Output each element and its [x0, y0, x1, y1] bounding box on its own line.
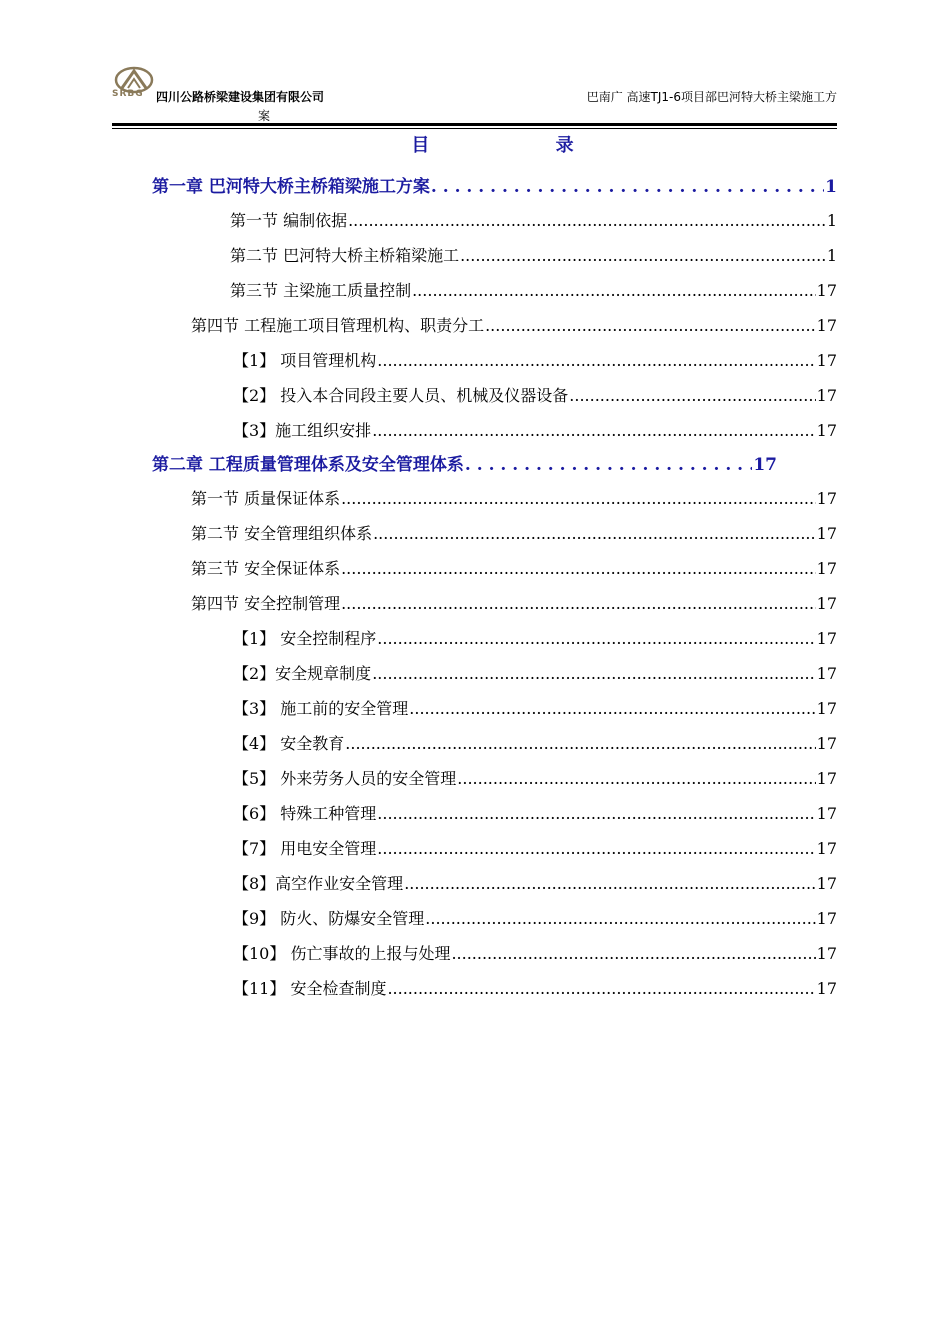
company-name: 四川公路桥梁建设集团有限公司 — [156, 90, 325, 104]
toc-entry-item[interactable]: 【2】 投入本合同段主要人员、机械及仪器设备 ..... 17 — [233, 384, 837, 406]
toc-entry-chapter[interactable]: 第一章 巴河特大桥主桥箱梁施工方案 . . . 1 — [152, 175, 837, 197]
toc-entry-item[interactable]: 【11】 安全检查制度 ..... 17 — [233, 977, 837, 999]
toc-entry-item[interactable]: 【4】 安全教育 ..... 17 — [233, 732, 837, 754]
toc-entry-item[interactable]: 【8】高空作业安全管理 ..... 17 — [233, 872, 837, 894]
toc-entry-item[interactable]: 【7】 用电安全管理 ..... 17 — [233, 837, 837, 859]
toc-entry-section[interactable]: 第四节 安全控制管理 ..... 17 — [191, 592, 837, 614]
toc-entry-section[interactable]: 第二节 巴河特大桥主桥箱梁施工 ..... 1 — [230, 244, 837, 266]
header-rule-thick — [112, 123, 837, 126]
toc-entry-section[interactable]: 第三节 主梁施工质量控制 ..... 17 — [230, 279, 837, 301]
document-title-continued: 案 — [258, 109, 271, 123]
document-title: 巴南广 高速TJ1-6项目部巴河特大桥主梁施工方 — [586, 90, 837, 104]
toc-entry-item[interactable]: 【3】施工组织安排 ..... 17 — [233, 419, 837, 441]
header-rule-thin — [112, 128, 837, 129]
toc-entry-item[interactable]: 【9】 防火、防爆安全管理 ..... 17 — [233, 907, 837, 929]
toc-entry-item[interactable]: 【10】 伤亡事故的上报与处理 ..... 17 — [233, 942, 837, 964]
toc-entry-chapter[interactable]: 第二章 工程质量管理体系及安全管理体系 . . . 17 — [152, 453, 777, 475]
toc-entry-section[interactable]: 第一节 编制依据 ..... 1 — [230, 209, 837, 231]
toc-entry-section[interactable]: 第二节 安全管理组织体系 ..... 17 — [191, 522, 837, 544]
toc-entry-item[interactable]: 【6】 特殊工种管理 ..... 17 — [233, 802, 837, 824]
toc-entry-item[interactable]: 【3】 施工前的安全管理 ..... 17 — [233, 697, 837, 719]
logo-text: SRBG — [112, 89, 144, 99]
toc-entry-item[interactable]: 【2】安全规章制度 ..... 17 — [233, 662, 837, 684]
toc-entry-section[interactable]: 第一节 质量保证体系 ..... 17 — [191, 487, 837, 509]
toc-entry-section[interactable]: 第四节 工程施工项目管理机构、职责分工 ..... 17 — [191, 314, 837, 336]
toc-title: 目 录 — [411, 135, 634, 156]
toc-entry-item[interactable]: 【1】 项目管理机构 ..... 17 — [233, 349, 837, 371]
toc-entry-item[interactable]: 【5】 外来劳务人员的安全管理 ..... 17 — [233, 767, 837, 789]
toc-entry-section[interactable]: 第三节 安全保证体系 ..... 17 — [191, 557, 837, 579]
page-header — [112, 66, 837, 128]
toc-entry-item[interactable]: 【1】 安全控制程序 ..... 17 — [233, 627, 837, 649]
